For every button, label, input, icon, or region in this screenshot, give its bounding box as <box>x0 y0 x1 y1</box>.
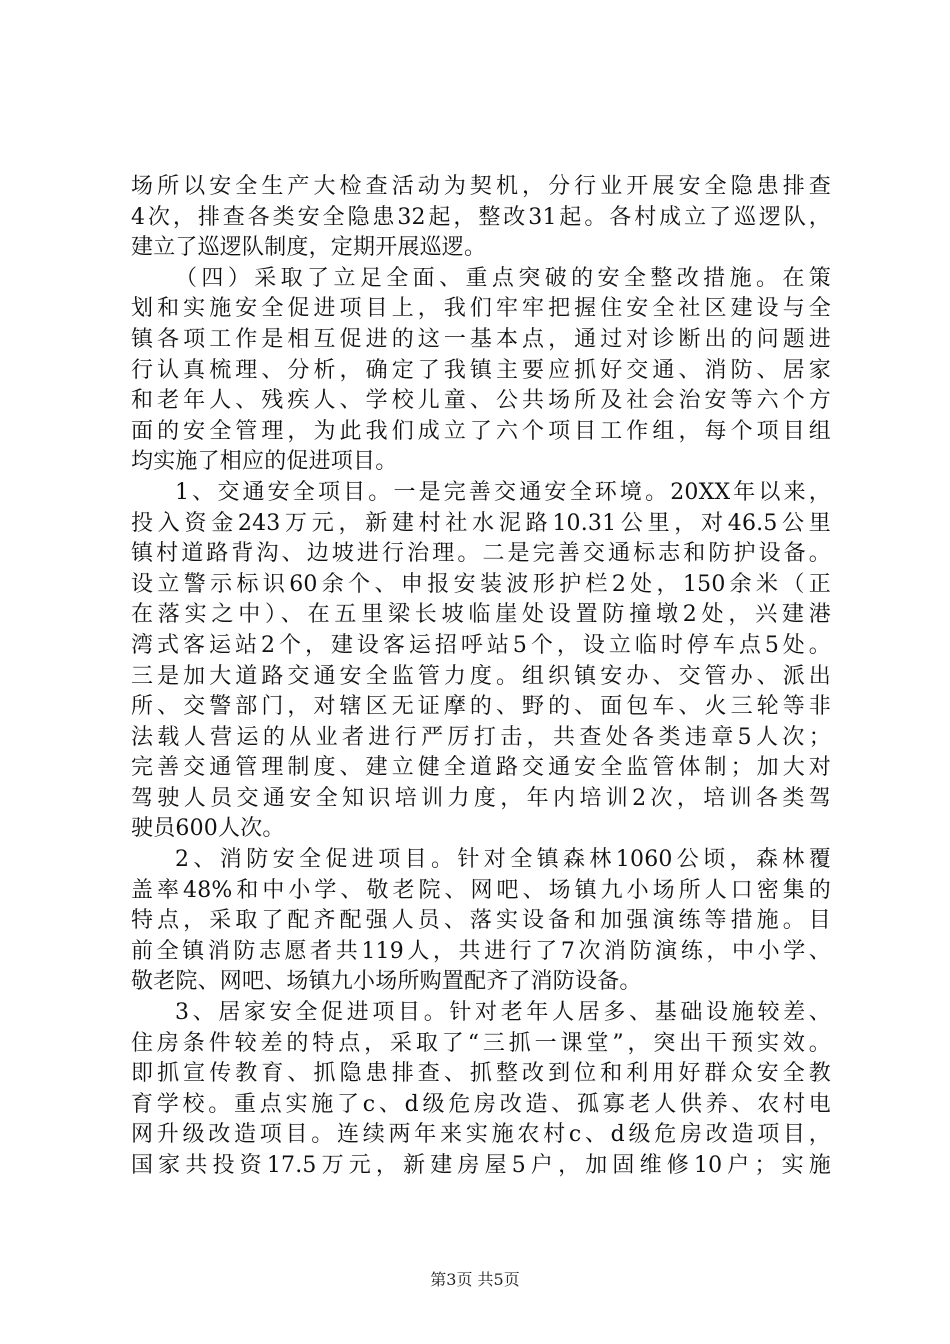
text-line: 场所以安全生产大检查活动为契机，分行业开展安全隐患排查 <box>131 174 831 199</box>
text-line: 在落实之中）、在五里梁长坡临崖处设置防撞墩2处，兴建港 <box>131 602 831 628</box>
text-line: 前全镇消防志愿者共119人，共进行了7次消防演练，中小学、 <box>131 938 831 964</box>
text-line: 湾式客运站2个，建设客运招呼站5个，设立临时停车点5处。 <box>131 632 831 658</box>
text-line: 完善交通管理制度、建立健全道路交通安全监管体制；加大对 <box>131 755 831 781</box>
text-line: 行认真梳理、分析，确定了我镇主要应抓好交通、消防、居家 <box>131 357 831 383</box>
text-line: 均实施了相应的促进项目。 <box>131 449 398 475</box>
text-line: 建立了巡逻队制度，定期开展巡逻。 <box>131 235 487 261</box>
text-line: 育学校。重点实施了c、d级危房改造、孤寡老人供养、农村电 <box>131 1091 831 1117</box>
text-line: 设立警示标识60余个、申报安装波形护栏2处，150余米（正 <box>131 571 831 597</box>
text-line: 投入资金243万元，新建村社水泥路10.31公里，对46.5公里 <box>131 510 831 536</box>
text-line: 特点，采取了配齐配强人员、落实设备和加强演练等措施。目 <box>131 908 831 934</box>
text-line: 即抓宣传教育、抓隐患排查、抓整改到位和利用好群众安全教 <box>131 1061 831 1087</box>
text-line: 3、居家安全促进项目。针对老年人居多、基础设施较差、 <box>175 1000 831 1026</box>
document-body <box>131 172 831 1182</box>
text-line: 盖率48%和中小学、敬老院、网吧、场镇九小场所人口密集的 <box>131 877 831 903</box>
text-line: 面的安全管理，为此我们成立了六个项目工作组，每个项目组 <box>131 418 831 444</box>
text-line: 网升级改造项目。连续两年来实施农村c、d级危房改造项目， <box>131 1122 831 1148</box>
text-line: 镇村道路背沟、边坡进行治理。二是完善交通标志和防护设备。 <box>131 541 831 567</box>
text-line: 住房条件较差的特点，采取了“三抓一课堂”，突出干预实效。 <box>131 1030 831 1056</box>
text-line: 镇各项工作是相互促进的这一基本点，通过对诊断出的问题进 <box>131 326 831 352</box>
page-number: 第3页 共5页 <box>430 1270 520 1289</box>
text-line: 敬老院、网吧、场镇九小场所购置配齐了消防设备。 <box>131 969 642 995</box>
text-line: 国家共投资17.5万元，新建房屋5户，加固维修10户；实施 <box>131 1153 831 1178</box>
text-line: 所、交警部门，对辖区无证摩的、野的、面包车、火三轮等非 <box>131 694 831 720</box>
text-line: 三是加大道路交通安全监管力度。组织镇安办、交管办、派出 <box>131 663 831 689</box>
text-line: 1、交通安全项目。一是完善交通安全环境。20XX年以来， <box>175 479 831 505</box>
text-line: （四）采取了立足全面、重点突破的安全整改措施。在策 <box>175 265 831 291</box>
text-line: 4次，排查各类安全隐患32起，整改31起。各村成立了巡逻队， <box>131 204 831 230</box>
text-line: 驾驶人员交通安全知识培训力度，年内培训2次，培训各类驾 <box>131 785 831 811</box>
text-line: 2、消防安全促进项目。针对全镇森林1060公顷，森林覆 <box>175 847 831 873</box>
text-line: 和老年人、残疾人、学校儿童、公共场所及社会治安等六个方 <box>131 388 831 414</box>
text-line: 法载人营运的从业者进行严厉打击，共查处各类违章5人次； <box>131 724 831 750</box>
text-line: 划和实施安全促进项目上，我们牢牢把握住安全社区建设与全 <box>131 296 831 322</box>
text-line: 驶员600人次。 <box>131 816 285 842</box>
